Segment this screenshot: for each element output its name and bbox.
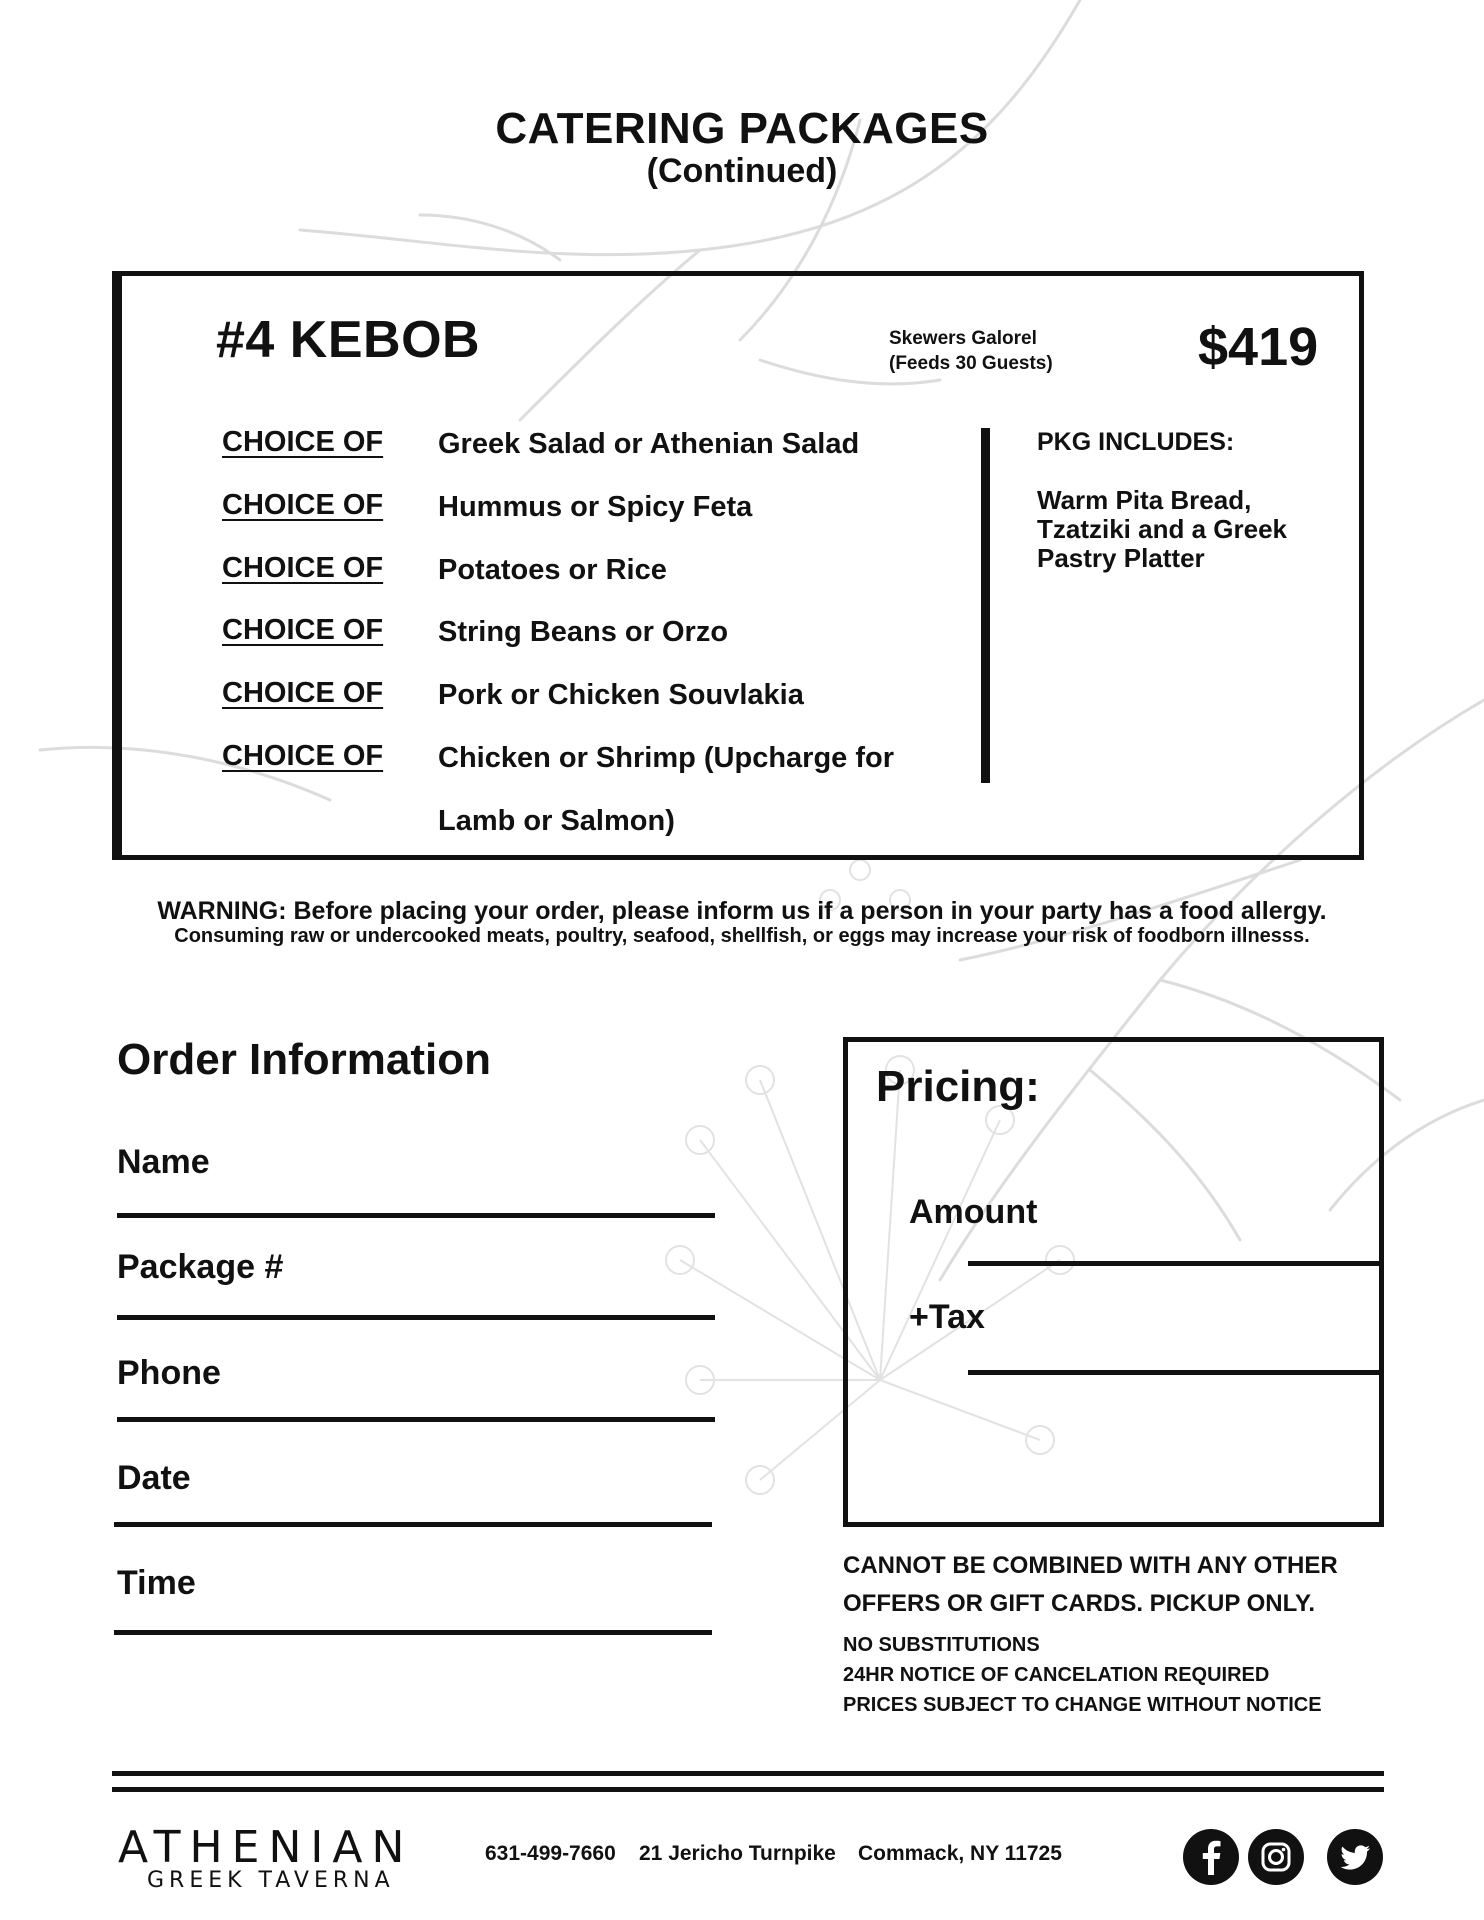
choice-label: CHOICE OF	[222, 677, 384, 709]
page-title: CATERING PACKAGES	[495, 104, 989, 153]
phone-label: Phone	[117, 1354, 221, 1392]
allergy-warning: WARNING: Before placing your order, please inform us if a person in your party has a food allergy.	[157, 897, 1327, 925]
logo-subtitle: GREEK TAVERNA	[147, 1868, 395, 1893]
amount-field[interactable]	[968, 1261, 1379, 1266]
phone-number: 631-499-7660	[485, 1842, 616, 1865]
choice-option: Chicken or Shrimp (Upcharge for Lamb or Salmon)	[438, 742, 895, 837]
name-label: Name	[117, 1143, 210, 1181]
package-tagline	[889, 326, 1053, 376]
choice-option: Pork or Chicken Souvlakia	[438, 679, 804, 711]
date-label: Date	[117, 1459, 191, 1497]
price-change-notice: PRICES SUBJECT TO CHANGE WITHOUT NOTICE	[843, 1694, 1322, 1716]
footer-rule	[112, 1771, 1384, 1776]
food-safety-notice: Consuming raw or undercooked meats, poultry, seafood, shellfish, or eggs may increase your risk of foodborn illnesss.	[174, 925, 1310, 947]
pricing-title: Pricing:	[876, 1062, 1040, 1111]
amount-label: Amount	[909, 1193, 1038, 1231]
pickup-notice: CANNOT BE COMBINED WITH ANY OTHER OFFERS OR GIFT CARDS. PICKUP ONLY.	[843, 1552, 1338, 1617]
includes-heading: PKG INCLUDES:	[1037, 428, 1235, 456]
no-substitutions-notice: NO SUBSTITUTIONS	[843, 1634, 1040, 1656]
time-label: Time	[117, 1564, 196, 1602]
choice-label: CHOICE OF	[222, 552, 384, 584]
facebook-icon[interactable]	[1183, 1829, 1239, 1885]
divider-bar	[981, 428, 990, 783]
date-field[interactable]	[114, 1522, 712, 1527]
choice-option: Potatoes or Rice	[438, 554, 667, 586]
choice-option: Greek Salad or Athenian Salad	[438, 428, 860, 460]
time-field[interactable]	[114, 1630, 712, 1635]
instagram-icon[interactable]	[1248, 1829, 1304, 1885]
choice-label: CHOICE OF	[222, 614, 384, 646]
package-number-label: Package #	[117, 1248, 284, 1286]
city-address: Commack, NY 11725	[858, 1842, 1062, 1865]
choice-option: Hummus or Spicy Feta	[438, 491, 753, 523]
package-number-field[interactable]	[117, 1315, 715, 1320]
order-info-title: Order Information	[117, 1035, 492, 1084]
choice-label: CHOICE OF	[222, 426, 384, 458]
package-tagline-line-1: Skewers Galorel	[889, 328, 1037, 349]
logo-wordmark: ATHENIAN	[118, 1822, 414, 1873]
twitter-icon[interactable]	[1327, 1829, 1383, 1885]
cancelation-notice: 24HR NOTICE OF CANCELATION REQUIRED	[843, 1664, 1270, 1686]
tax-label: +Tax	[909, 1298, 985, 1336]
package-price: $419	[1198, 317, 1319, 377]
page-subtitle: (Continued)	[646, 152, 838, 190]
footer-rule	[112, 1787, 1384, 1792]
package-name: #4 KEBOB	[216, 311, 481, 369]
choice-label: CHOICE OF	[222, 740, 384, 772]
phone-field[interactable]	[117, 1417, 715, 1422]
includes-text: Warm Pita Bread, Tzatziki and a Greek Pastry Platter	[1037, 485, 1287, 573]
name-field[interactable]	[117, 1213, 715, 1218]
package-tagline-line-2: (Feeds 30 Guests)	[889, 353, 1053, 374]
choice-label: CHOICE OF	[222, 489, 384, 521]
street-address: 21 Jericho Turnpike	[639, 1842, 836, 1865]
tax-field[interactable]	[968, 1370, 1379, 1375]
choice-option: String Beans or Orzo	[438, 616, 729, 648]
